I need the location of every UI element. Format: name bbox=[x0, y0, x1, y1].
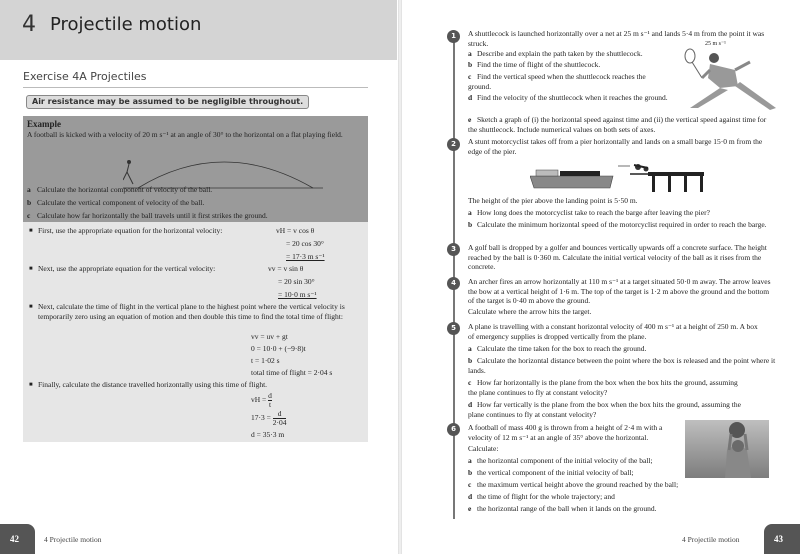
example-question-b: b Calculate the vertical component of velocity of the ball. bbox=[27, 198, 205, 207]
question-6-text: A football of mass 400 g is thrown from a height of 2·4 m with a velocity of 12 m s⁻¹ at an angle of 35° above the horizontal. bbox=[468, 423, 663, 442]
question-2b: b Calculate the minimum horizontal speed of the motorcyclist required in order to reach the barge. bbox=[468, 220, 767, 229]
question-number-badge: 1 bbox=[447, 30, 460, 43]
question-1a: a Describe and explain the path taken by the shuttlecock. bbox=[468, 49, 643, 58]
question-6c: c the maximum vertical height above the ground reached by the ball; bbox=[468, 480, 679, 489]
bullet-icon: ■ bbox=[29, 304, 33, 310]
bullet-icon: ■ bbox=[29, 228, 33, 234]
solution-step-4: Finally, calculate the distance travelled horizontally using this time of flight. bbox=[38, 380, 268, 389]
question-2-text: A stunt motorcyclist takes off from a pier horizontally and lands on a small barge 15·0 m from the edge of the pier. bbox=[468, 137, 763, 156]
equation: vv = uv + gt bbox=[251, 332, 288, 341]
football-player-icon bbox=[685, 420, 769, 478]
question-2a: a How long does the motorcyclist take to reach the barge after leaving the pier? bbox=[468, 208, 710, 217]
question-6-lead: Calculate: bbox=[468, 444, 499, 453]
chapter-number: 4 bbox=[22, 12, 36, 37]
book-gutter bbox=[398, 0, 402, 554]
equation: vv = v sin θ bbox=[268, 264, 304, 273]
equation: total time of flight = 2·04 s bbox=[251, 368, 333, 377]
question-4-text: An archer fires an arrow horizontally at 110 m s⁻¹ at a target situated 50·0 m away. The arrow leaves the bow at a vertical height of 1·6 m. The top of the target is 1·2 m above the ground and the bottom of the target is 0·40 m above the ground. bbox=[468, 277, 771, 305]
equation-result: d = 35·3 m bbox=[251, 430, 285, 439]
question-5c: c How far horizontally is the plane from the box when the box hits the ground, assuming the plane continues to fly at constant velocity? bbox=[468, 378, 738, 397]
question-6b: b the vertical component of the initial velocity of ball; bbox=[468, 468, 634, 477]
question-1b: b Find the time of flight of the shuttlecock. bbox=[468, 60, 601, 69]
motorcycle-icon bbox=[634, 164, 649, 172]
solution-step-1: First, use the appropriate equation for the horizontal velocity: bbox=[38, 226, 223, 235]
footer-text: 4 Projectile motion bbox=[682, 535, 740, 544]
example-question-a: a Calculate the horizontal component of velocity of the ball. bbox=[27, 185, 213, 194]
equation-result: = 10·0 m s⁻¹ bbox=[278, 290, 317, 299]
question-4-instruction: Calculate where the arrow hits the target. bbox=[468, 307, 592, 316]
question-1c: c Find the vertical speed when the shuttlecock reaches the ground. bbox=[468, 72, 646, 91]
bullet-icon: ■ bbox=[29, 266, 33, 272]
question-6d: d the time of flight for the whole trajectory; and bbox=[468, 492, 615, 501]
example-box bbox=[23, 116, 368, 222]
question-5-text: A plane is travelling with a constant horizontal velocity of 400 m s⁻¹ at a height of 250 m. A box of emergency supplies is dropped vertically from the plane. bbox=[468, 322, 758, 341]
page-number: 42 bbox=[10, 534, 19, 544]
chapter-header bbox=[0, 0, 397, 60]
solution-box bbox=[23, 222, 368, 442]
footer-text: 4 Projectile motion bbox=[44, 535, 102, 544]
question-6e: e the horizontal range of the ball when it lands on the ground. bbox=[468, 504, 657, 513]
page-number: 43 bbox=[774, 534, 783, 544]
equation: 0 = 10·0 + (−9·8)t bbox=[251, 344, 306, 353]
question-5d: d How far vertically is the plane from the box when the box hits the ground, assuming the plane continues to fly at constant velocity? bbox=[468, 400, 741, 419]
question-3-text: A golf ball is dropped by a golfer and bounces vertically upwards off a concrete surface. The height reached by the ball is 0·360 m. Calculate the initial vertical velocity of the ball as it rises from the concrete. bbox=[468, 243, 767, 271]
football-thrower-photo bbox=[685, 420, 769, 478]
example-label: Example bbox=[27, 119, 62, 129]
equation-result: = 17·3 m s⁻¹ bbox=[286, 252, 325, 261]
question-number-badge: 4 bbox=[447, 277, 460, 290]
question-6a: a the horizontal component of the initial velocity of the ball; bbox=[468, 456, 653, 465]
question-number-badge: 5 bbox=[447, 322, 460, 335]
question-number-badge: 3 bbox=[447, 243, 460, 256]
exercise-title: Exercise 4A Projectiles bbox=[23, 70, 368, 88]
solution-step-2: Next, use the appropriate equation for the vertical velocity: bbox=[38, 264, 216, 273]
bullet-icon: ■ bbox=[29, 382, 33, 388]
question-1d: d Find the velocity of the shuttlecock when it reaches the ground. bbox=[468, 93, 668, 102]
question-5a: a Calculate the time taken for the box to reach the ground. bbox=[468, 344, 647, 353]
question-1e: e Sketch a graph of (i) the horizontal speed against time and (ii) the vertical speed against time for the shuttlecock. Include numerical values on both sets of axes. bbox=[468, 115, 767, 134]
example-question-c: c Calculate how far horizontally the ball travels until it first strikes the ground. bbox=[27, 211, 268, 220]
equation: t = 1·02 s bbox=[251, 356, 280, 365]
question-2-info: The height of the pier above the landing point is 5·50 m. bbox=[468, 196, 638, 205]
question-1-text: A shuttlecock is launched horizontally over a net at 25 m s⁻¹ and lands 5·4 m from the point it was struck. bbox=[468, 29, 765, 48]
question-5b: b Calculate the horizontal distance between the point where the box is released and the point where it lands. bbox=[468, 356, 776, 375]
chapter-title: Projectile motion bbox=[50, 14, 202, 35]
kicker-figure-icon bbox=[123, 161, 133, 185]
equation-fraction: 17·3 = $\frac{d}{2\cdot 04}$ bbox=[251, 409, 287, 427]
example-text: A football is kicked with a velocity of 20 m s⁻¹ at an angle of 30° to the horizontal on a flat playing field. bbox=[27, 130, 343, 139]
velocity-label: 25 m s⁻¹ bbox=[705, 41, 726, 47]
badminton-player-icon bbox=[680, 48, 780, 113]
solution-step-3: Next, calculate the time of flight in the vertical plane to the highest point where the vertical velocity is temporarily zero using an equation of motion and then double this time to find the total time of flight: bbox=[38, 302, 345, 321]
barge-pier-diagram bbox=[530, 160, 730, 192]
equation: = 20 cos 30° bbox=[286, 239, 324, 248]
equation-fraction: vH = $\frac{d}{t}$ bbox=[251, 391, 272, 409]
question-number-badge: 6 bbox=[447, 423, 460, 436]
note-box: Air resistance may be assumed to be negligible throughout. bbox=[26, 95, 309, 109]
equation: = 20 sin 30° bbox=[278, 277, 315, 286]
equation: vH = v cos θ bbox=[276, 226, 315, 235]
question-number-badge: 2 bbox=[447, 138, 460, 151]
